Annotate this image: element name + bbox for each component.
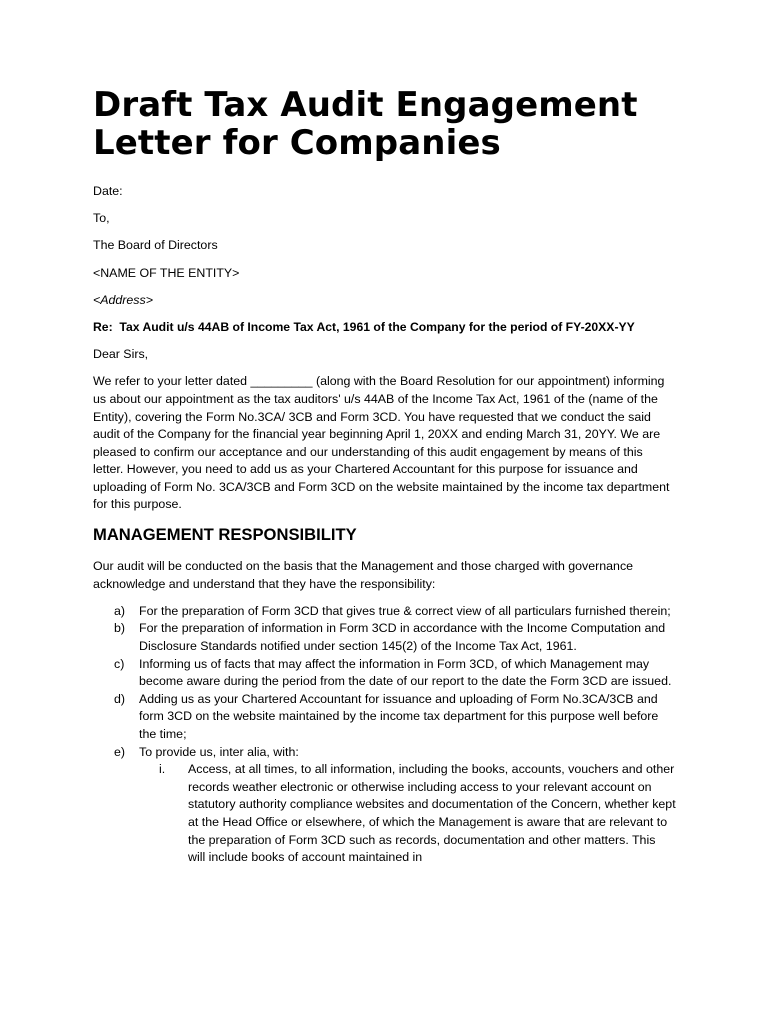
list-item	[93, 620, 676, 655]
date-line: Date:	[93, 184, 123, 198]
list-item-text: Informing us of facts that may affect the information in Form 3CD, of which Management may become aware during the period from the date of our report to the date the Form 3CD are issued.	[139, 656, 672, 689]
intro-paragraph: We refer to your letter dated _________ (along with the Board Resolution for our appointment) informing us about our appointment as the tax auditors' u/s 44AB of the Income Tax Act, 1961 of the (name of the Entity), covering the Form No.3CA/ 3CB and Form 3CD. You have requested that we conduct the said audit of the Company for the financial year beginning April 1, 20XX and ending March 31, 20YY. We are pleased to confirm our acceptance and our understanding of this audit engagement by means of this letter. However, you need to add us as your Chartered Accountant for this purpose for issuance and uploading of Form No. 3CA/3CB and Form 3CD on the website maintained by the income tax department for this purpose.	[93, 374, 670, 512]
list-item-text: For the preparation of information in Form 3CD in accordance with the Income Computation and Disclosure Standards notified under section 145(2) of the Income Tax Act, 1961.	[139, 621, 666, 654]
list-marker: b)	[114, 621, 126, 636]
document-title: Draft Tax Audit Engagement Letter for Companies	[93, 85, 638, 163]
sub-list-item	[139, 761, 676, 867]
to-line: To,	[93, 211, 110, 226]
responsibility-list	[93, 603, 676, 867]
list-marker: d)	[114, 691, 126, 706]
list-item-text: For the preparation of Form 3CD that gives true & correct view of all particulars furnished therein;	[139, 603, 671, 618]
entity-placeholder: <NAME OF THE ENTITY>	[93, 265, 240, 280]
list-item	[93, 744, 676, 867]
list-item	[93, 603, 676, 621]
sub-list	[139, 761, 676, 867]
sub-list-marker: i.	[159, 762, 166, 777]
section-intro: Our audit will be conducted on the basis that the Management and those charged with governance acknowledge and understand that they have the responsibility:	[93, 559, 634, 591]
list-item-text: To provide us, inter alia, with:	[139, 744, 299, 759]
subject-line: Re: Tax Audit u/s 44AB of Income Tax Act, 1961 of the Company for the period of FY-20XX-YY	[93, 319, 635, 334]
address-placeholder: <Address>	[93, 292, 153, 307]
recipient-line: The Board of Directors	[93, 238, 218, 253]
list-marker: a)	[114, 603, 126, 618]
section-heading: MANAGEMENT RESPONSIBILITY	[93, 525, 357, 545]
sub-list-item-text: Access, at all times, to all information, including the books, accounts, vouchers and other records weather electronic or otherwise including access to your relevant account on statutory authority compliance websites and documentation of the Concern, whether kept at the Head Office or elsewhere, of which the Management is aware that are relevant to the preparation of Form 3CD such as records, documentation and other matters. This will include books of account maintained in	[188, 762, 676, 865]
salutation: Dear Sirs,	[93, 347, 149, 362]
list-marker: c)	[114, 656, 125, 671]
list-item-text: Adding us as your Chartered Accountant for issuance and uploading of Form No.3CA/3CB and form 3CD on the website maintained by the income tax department for this purpose well before the time;	[139, 691, 659, 741]
letter-body	[93, 183, 676, 867]
list-marker: e)	[114, 744, 126, 759]
list-item	[93, 691, 676, 744]
list-item	[93, 656, 676, 691]
